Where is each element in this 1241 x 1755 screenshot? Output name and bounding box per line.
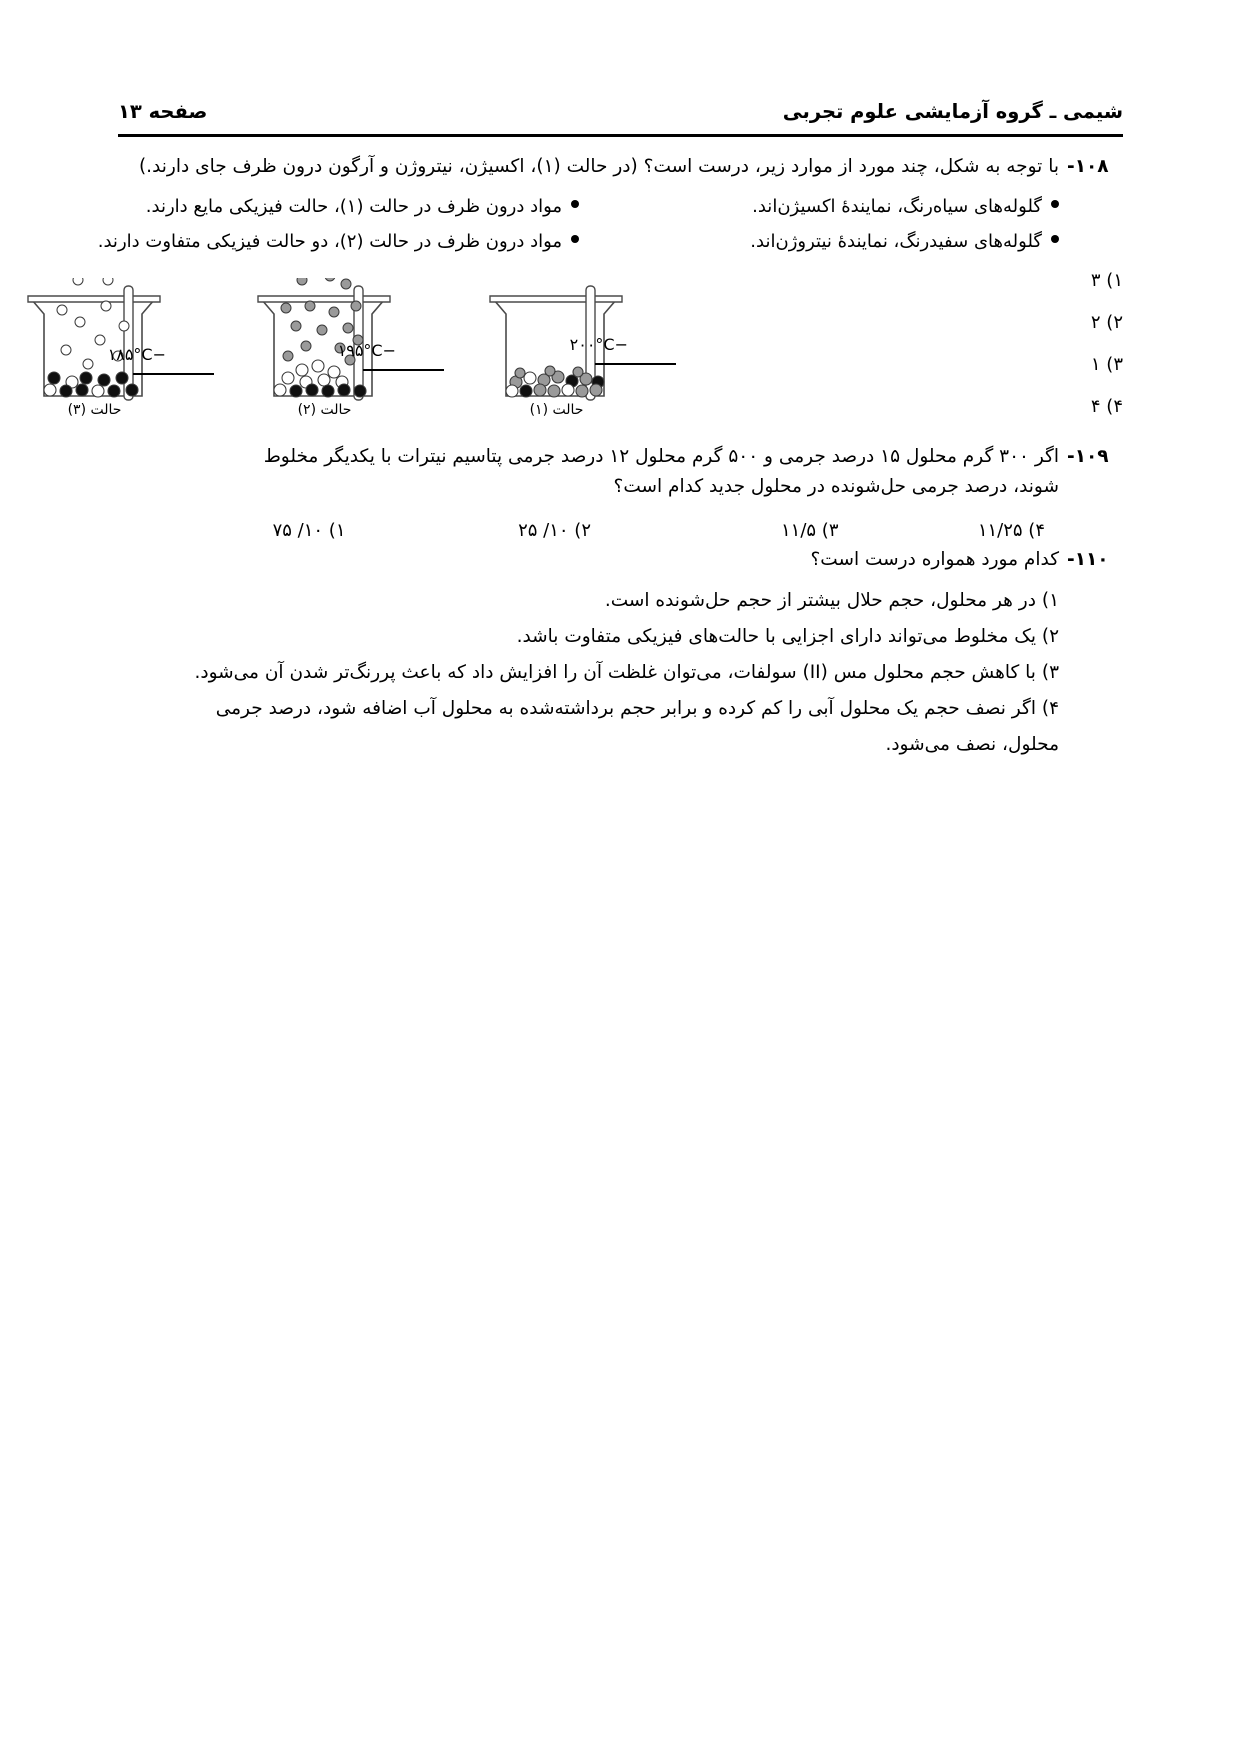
beaker-state-1 xyxy=(476,278,681,428)
bullet-text: گلوله‌های سیاه‌رنگ، نمایندهٔ اکسیژن‌اند. xyxy=(752,195,1042,217)
question-109-stem-line-1: اگر ۳۰۰ گرم محلول ۱۵ درصد جرمی و ۵۰۰ گرم محلول ۱۲ درصد جرمی پتاسیم نیترات با یکدیگر مخلوط xyxy=(263,446,1059,467)
header-page-number: صفحه ۱۳ xyxy=(118,99,208,123)
bullet-text: مواد درون ظرف در حالت (۱)، حالت فیزیکی مایع دارند. xyxy=(145,195,563,217)
bullet-item xyxy=(118,189,579,224)
option-2[interactable]: ۲) ۱۰/ ۲۵ xyxy=(518,519,591,541)
bullet-dot-icon xyxy=(571,200,579,208)
beaker-1-temperature-label: −۲۰۰°C xyxy=(569,335,628,354)
bullet-item xyxy=(598,224,1059,259)
bullet-col-left xyxy=(97,189,579,259)
beaker-state-2 xyxy=(244,278,449,428)
bullet-col-right xyxy=(598,189,1059,259)
beaker-2-caption: حالت (۲) xyxy=(297,402,352,418)
question-109-stem-line-2: شوند، درصد جرمی حل‌شونده در محلول جدید کدام است؟ xyxy=(613,475,1059,497)
question-110 xyxy=(118,545,1123,763)
beakers-figure xyxy=(61,278,681,428)
beaker-3-drawing xyxy=(14,278,219,408)
beaker-3-caption: حالت (۳) xyxy=(67,402,122,418)
page-header xyxy=(118,92,1123,130)
question-108 xyxy=(97,152,1123,259)
beaker-2-drawing xyxy=(244,278,449,408)
question-108-bullets xyxy=(97,189,1059,259)
header-subject: شیمی ـ گروه آزمایشی علوم تجربی xyxy=(782,99,1123,123)
question-109-number: ۱۰۹- xyxy=(1067,446,1109,467)
option-2[interactable]: ۲) ۲ xyxy=(1090,312,1123,333)
bullet-dot-icon xyxy=(1051,235,1059,243)
beaker-1-caption: حالت (۱) xyxy=(529,402,584,418)
option-4-continuation: محلول، نصف می‌شود. xyxy=(885,734,1059,756)
question-110-stem: کدام مورد همواره درست است؟ xyxy=(810,549,1059,570)
question-108-options xyxy=(1003,272,1123,440)
option-3[interactable]: ۳) ۱ xyxy=(1090,354,1123,375)
bullet-text: مواد درون ظرف در حالت (۲)، دو حالت فیزیکی متفاوت دارند. xyxy=(97,231,563,253)
beaker-2-temperature-label: −۱۹۵°C xyxy=(337,341,396,360)
option-1[interactable]: ۱) در هر محلول، حجم حلال بیشتر از حجم حل‌شونده است. xyxy=(604,589,1059,611)
bullet-item xyxy=(97,224,579,259)
option-4[interactable]: ۴) ۱۱/۲۵ xyxy=(977,519,1045,541)
option-1[interactable]: ۱) ۳ xyxy=(1090,270,1123,291)
option-3[interactable]: ۳) با کاهش حجم محلول مس (II) سولفات، می‌توان غلظت آن را افزایش داد که باعث پررنگ‌تر شدن آن می‌شود. xyxy=(194,662,1059,684)
bullet-text: گلوله‌های سفیدرنگ، نمایندهٔ نیتروژن‌اند. xyxy=(750,231,1042,253)
option-3[interactable]: ۳) ۱۱/۵ xyxy=(781,519,839,541)
question-110-number: ۱۱۰- xyxy=(1067,549,1109,570)
option-4[interactable]: ۴) ۴ xyxy=(1090,396,1123,417)
bullet-item xyxy=(598,189,1059,224)
beaker-state-3 xyxy=(14,278,219,428)
header-divider xyxy=(118,134,1123,137)
option-2[interactable]: ۲) یک مخلوط می‌تواند دارای اجزایی با حالت‌های فیزیکی متفاوت باشد. xyxy=(516,626,1059,648)
question-108-stem: با توجه به شکل، چند مورد از موارد زیر، درست است؟ (در حالت (۱)، اکسیژن، نیتروژن و آرگون درون ظرف جای دارند.) xyxy=(138,156,1059,177)
bullet-dot-icon xyxy=(1051,200,1059,208)
question-108-number: ۱۰۸- xyxy=(1067,156,1109,177)
question-109 xyxy=(118,442,1123,545)
option-4[interactable]: ۴) اگر نصف حجم یک محلول آبی را کم کرده و برابر حجم برداشته‌شده به محلول آب اضافه شود، درصد جرمی xyxy=(215,698,1059,720)
option-1[interactable]: ۱) ۱۰/ ۷۵ xyxy=(272,519,346,541)
beaker-1-drawing xyxy=(476,278,681,408)
bullet-dot-icon xyxy=(571,235,579,243)
question-109-options xyxy=(118,516,1059,545)
question-110-options xyxy=(118,583,1059,763)
beaker-3-temperature-label: −۱۸۵°C xyxy=(107,345,166,364)
